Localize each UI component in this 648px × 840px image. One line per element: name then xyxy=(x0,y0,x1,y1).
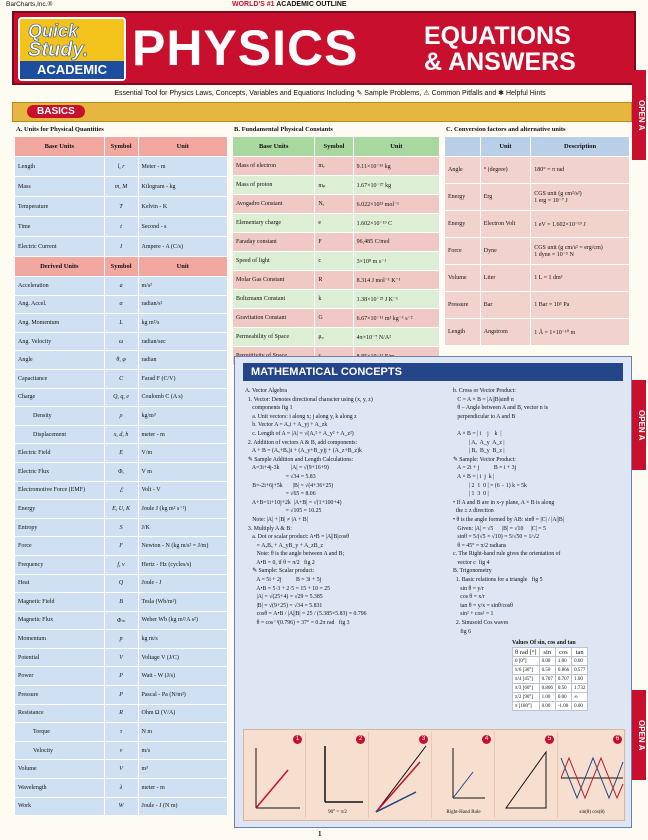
table-cell: E, U, K xyxy=(104,500,138,519)
table-cell: λ xyxy=(104,779,138,798)
world-tagline: WORLD'S #1 ACADEMIC OUTLINE xyxy=(232,1,347,8)
basics-label: BASICS xyxy=(27,105,85,118)
table-cell: Velocity xyxy=(15,741,105,760)
table-row xyxy=(15,277,228,296)
table-row xyxy=(513,693,588,702)
table-row xyxy=(513,702,588,711)
right-hand-rule-icon xyxy=(433,732,495,818)
table-cell: 9.11×10⁻³¹ kg xyxy=(353,157,439,176)
figure-1: 1 xyxy=(244,732,306,818)
sine-cosine-waves-icon xyxy=(559,732,625,818)
table-cell: Magnetic Flux xyxy=(15,611,105,630)
table-cell: Faraday constant xyxy=(233,233,315,252)
table-cell: Temperature xyxy=(15,197,105,217)
table-cell: Meter - m xyxy=(138,157,228,177)
table-cell: W xyxy=(104,797,138,816)
open-tab-3: OPEN A xyxy=(632,690,646,780)
table-cell: V m xyxy=(138,462,228,481)
table-cell: Resistance xyxy=(15,704,105,723)
table-cell: μ₀ xyxy=(315,328,353,347)
table-row xyxy=(15,425,228,444)
column-header: Derived Units xyxy=(15,257,105,277)
table-cell: Force xyxy=(445,238,481,265)
column-header: tan xyxy=(572,648,588,657)
table-row xyxy=(445,238,630,265)
table-cell: Ang. Momentum xyxy=(15,314,105,333)
table-cell: CGS unit (g cm/s² = erg/cm) 1 dyne = 10⁻⁵ N xyxy=(531,238,630,265)
table-row xyxy=(15,704,228,723)
table-cell: Volt - V xyxy=(138,481,228,500)
table-cell: 0.577 xyxy=(572,666,588,675)
table-row xyxy=(15,197,228,217)
table-cell: 6.022×10²³ mol⁻¹ xyxy=(353,195,439,214)
table-cell: Length xyxy=(15,157,105,177)
table-row xyxy=(233,328,440,347)
table-cell: 0.00 xyxy=(555,693,571,702)
table-row xyxy=(15,217,228,237)
table-cell: Watt - W (J/s) xyxy=(138,667,228,686)
table-cell: Energy xyxy=(445,184,481,211)
column-header: Symbol xyxy=(104,137,138,157)
table-cell: 96,485 C/mol xyxy=(353,233,439,252)
table-cell: Potential xyxy=(15,648,105,667)
table-cell: 6.67×10⁻¹¹ m³ kg⁻¹ s⁻² xyxy=(353,309,439,328)
table-cell: x, d, h xyxy=(104,425,138,444)
table-cell: Joule - J (N m) xyxy=(138,797,228,816)
table-cell: meter - m xyxy=(138,779,228,798)
table-cell: α xyxy=(104,295,138,314)
math-column-2: b. Cross or Vector Product: C = A × B = |A||B|sinθ n θ – Angle between A and B, vector n is perpendicular to A and B A × B = | i j k | | Aₓ A_y A_z | | Bₓ B_y B_z | ✎ Sample: Vector Product: A = 2i + j B = i + 3j A × B = | i j k | | 2 1 0 | = (6 − 1) k = 5k | 1 3 0 | • If A and B are in x-y plane, A × B is along the ± z direction • θ is the angle formed by AB: sinθ = |C| / |A||B| Given: |A| = √5 |B| = √10 |C| = 5 sinθ = 5/(√5 × √10) = 5/√50 = 1/√2 θ = 45° = π/2 radians c. The Right-hand rule gives the orientation of vector c fig 4 B. Trigonometry 1. Basic relations for a triangle fig 5 sin θ = y/r cos θ = x/r tan θ = y/x = sinθ/cosθ sin² + cos² = 1 2. Sinusoid Cos waves fig 6 xyxy=(453,388,564,635)
table-row xyxy=(15,537,228,556)
table-cell: Energy xyxy=(445,211,481,238)
table-cell: m/s² xyxy=(138,277,228,296)
table-cell: Energy xyxy=(15,500,105,519)
table-row xyxy=(15,611,228,630)
table-cell: Angle xyxy=(445,157,481,184)
column-header: Unit xyxy=(138,137,228,157)
table-row xyxy=(15,648,228,667)
table-cell: 1 L = 1 dm³ xyxy=(531,265,630,292)
table-row xyxy=(445,265,630,292)
table-cell: P xyxy=(104,686,138,705)
column-header: Description xyxy=(531,137,630,157)
table-row xyxy=(233,271,440,290)
table-cell: t xyxy=(104,217,138,237)
table-cell: 1.00 xyxy=(572,675,588,684)
table-row xyxy=(513,675,588,684)
figure-strip xyxy=(243,729,625,821)
table-row xyxy=(15,518,228,537)
table-cell: J/K xyxy=(138,518,228,537)
table-cell: V/m xyxy=(138,444,228,463)
table-cell: 1.732 xyxy=(572,684,588,693)
conversion-table xyxy=(444,136,630,346)
page-subtitle: EQUATIONS & ANSWERS xyxy=(424,22,576,76)
table-cell: Time xyxy=(15,217,105,237)
table-cell: f, ν xyxy=(104,555,138,574)
table-cell: Mass xyxy=(15,177,105,197)
table-cell: Pressure xyxy=(15,686,105,705)
vector-axes-icon xyxy=(244,732,306,818)
table-cell: π/6 [30°] xyxy=(513,666,540,675)
table-row xyxy=(445,184,630,211)
constants-title: B. Fundamental Physical Constants xyxy=(234,126,333,133)
figure-4: 4 Right-Hand Rule xyxy=(433,732,495,818)
values-title: Values Of sin, cos and tan xyxy=(512,640,576,646)
table-cell: Speed of light xyxy=(233,252,315,271)
table-cell: Heat xyxy=(15,574,105,593)
table-row xyxy=(15,407,228,426)
title-banner xyxy=(12,11,636,85)
table-cell: radian xyxy=(138,351,228,370)
figure-2: 2 90° = π/2 xyxy=(307,732,369,818)
table-cell: 4π×10⁻⁷ N/A² xyxy=(353,328,439,347)
table-row xyxy=(233,214,440,233)
table-cell: 1.00 xyxy=(539,693,555,702)
table-cell: Electromotive Force (EMF) xyxy=(15,481,105,500)
table-cell: π/2 [90°] xyxy=(513,693,540,702)
constants-table xyxy=(232,136,440,366)
table-cell: L xyxy=(104,314,138,333)
table-cell: C xyxy=(104,369,138,388)
table-cell: N m xyxy=(138,723,228,742)
table-cell: Angle xyxy=(15,351,105,370)
column-header: Unit xyxy=(480,137,530,157)
column-header: cos xyxy=(555,648,571,657)
table-cell: 0.866 xyxy=(539,684,555,693)
top-line xyxy=(0,0,648,10)
table-row xyxy=(15,574,228,593)
table-row xyxy=(513,657,588,666)
table-cell: kg m²/s xyxy=(138,314,228,333)
table-cell: 1 Bar = 10⁵ Pa xyxy=(531,292,630,319)
table-row xyxy=(15,481,228,500)
table-cell: 0.50 xyxy=(555,684,571,693)
table-cell: radian/sec xyxy=(138,332,228,351)
table-cell: G xyxy=(315,309,353,328)
table-cell: 1 eV = 1.602×10⁻¹⁹ J xyxy=(531,211,630,238)
table-cell: 1.00 xyxy=(555,657,571,666)
table-cell: τ xyxy=(104,723,138,742)
table-cell: Coulomb C (A s) xyxy=(138,388,228,407)
table-row xyxy=(15,741,228,760)
table-row xyxy=(233,157,440,176)
table-cell: Entropy xyxy=(15,518,105,537)
table-cell: CGS unit (g cm²/s²) 1 erg = 10⁻⁷ J xyxy=(531,184,630,211)
table-cell: kg m/s xyxy=(138,630,228,649)
table-row xyxy=(15,237,228,257)
table-cell: ρ xyxy=(104,407,138,426)
table-cell: -1.00 xyxy=(555,702,571,711)
column-header xyxy=(445,137,481,157)
table-cell: R xyxy=(315,271,353,290)
table-cell: 0.50 xyxy=(539,666,555,675)
table-cell: Electric Field xyxy=(15,444,105,463)
table-cell: E xyxy=(104,444,138,463)
column-header: Unit xyxy=(353,137,439,157)
table-cell: 8.314 J mol⁻¹ K⁻¹ xyxy=(353,271,439,290)
table-cell: Momentum xyxy=(15,630,105,649)
table-cell: S xyxy=(104,518,138,537)
table-cell: Pressure xyxy=(445,292,481,319)
table-cell: Electric Current xyxy=(15,237,105,257)
table-cell: Elementary charge xyxy=(233,214,315,233)
column-header: sin xyxy=(539,648,555,657)
table-cell: B xyxy=(104,593,138,612)
table-cell: θ, φ xyxy=(104,351,138,370)
table-cell: Joule - J xyxy=(138,574,228,593)
table-cell: 0 [0°] xyxy=(513,657,540,666)
column-header: Unit xyxy=(138,257,228,277)
table-cell: 0.00 xyxy=(572,657,588,666)
table-row xyxy=(15,369,228,388)
table-cell: Angstrom xyxy=(480,319,530,346)
table-cell: 1.67×10⁻²⁷ kg xyxy=(353,176,439,195)
table-cell: Displacement xyxy=(15,425,105,444)
table-cell: Q, q, e xyxy=(104,388,138,407)
table-cell: 0.707 xyxy=(539,675,555,684)
table-cell: V xyxy=(104,648,138,667)
table-cell: l, r xyxy=(104,157,138,177)
table-cell: 0.707 xyxy=(555,675,571,684)
table-cell: Ohm Ω (V/A) xyxy=(138,704,228,723)
table-cell: ω xyxy=(104,332,138,351)
angle-vectors-icon xyxy=(370,732,432,818)
units-title: A. Units for Physical Quantities xyxy=(16,126,104,133)
math-column-1: A. Vector Algebra 1. Vector: Denotes directional character using (x, y, z) components fig 1 a. Unit vectors: i along x; j along y, k along z b. Vector A = Aₓi + A_yj + A_zk c. Length of A = |A| = √(Aₓ² + A_y² + A_z²) 2. Addition of vectors A & B, add components: A + B = (Aₓ+Bₓ)i + (A_y+B_y)j + (A_z+B_z)k ✎ Sample Addition and Length Calculations: A=3i+4j-3k |A| = √(9+16+9) = √34 = 5.83 B=-2i+6j+5k |B| = √(4+36+25) = √65 = 8.06 A+B=1i+10j+2k |A+B| = √(1+100+4) = √105 = 10.25 Note: |A| + |B| ≠ |A + B| 3. Multiply A & B: a. Dot or scalar product: A•B = |A||B|cosθ = AₓBₓ + A_yB_y + A_zB_z Note: θ is the angle between A and B; A•B = 0, if θ = π/2 fig 2 ✎ Sample: Scalar product: A = 5i + 2j B = 3i + 5j A•B = 5·3 + 2·5 = 15 + 10 = 25 |A| = √(25+4) = √29 = 5.385 |B| = √(9+25) = √34 = 5.831 cosθ = A•B / |A||B| = 25 / (5.385×5.83) = 0.796 θ = cos⁻¹(0.796) = 37° = 0.2π rad fig 3 xyxy=(245,388,373,627)
table-row xyxy=(15,351,228,370)
table-cell: v xyxy=(104,741,138,760)
column-header: Symbol xyxy=(104,257,138,277)
table-cell: V xyxy=(104,760,138,779)
table-cell: F xyxy=(315,233,353,252)
table-cell: Volume xyxy=(445,265,481,292)
table-row xyxy=(15,332,228,351)
table-row xyxy=(15,760,228,779)
table-row xyxy=(15,686,228,705)
table-row xyxy=(445,292,630,319)
table-cell: 0.866 xyxy=(555,666,571,675)
table-cell: F xyxy=(104,537,138,556)
table-row xyxy=(15,462,228,481)
math-title: MATHEMATICAL CONCEPTS xyxy=(243,363,623,381)
table-cell: meter - m xyxy=(138,425,228,444)
table-cell: Work xyxy=(15,797,105,816)
table-cell: mₑ xyxy=(315,157,353,176)
table-row xyxy=(15,667,228,686)
table-row xyxy=(233,233,440,252)
figure-6: 6 sin(θ) cos(θ) xyxy=(559,732,625,818)
table-cell: Gravitation Constant xyxy=(233,309,315,328)
table-cell: π [180°] xyxy=(513,702,540,711)
table-cell: Molar Gas Constant xyxy=(233,271,315,290)
publisher: BarCharts,Inc.® xyxy=(6,1,53,8)
table-cell: Dyne xyxy=(480,238,530,265)
table-cell: Force xyxy=(15,537,105,556)
page-title: PHYSICS xyxy=(132,20,359,76)
basics-header xyxy=(12,102,632,122)
table-cell: Hertz - Hz (cycles/s) xyxy=(138,555,228,574)
table-cell: 0.00 xyxy=(572,702,588,711)
table-row xyxy=(15,555,228,574)
conversion-title: C. Conversion factors and alternative units xyxy=(446,126,566,133)
table-cell: Ang. Velocity xyxy=(15,332,105,351)
table-cell: 1.602×10⁻¹⁹ C xyxy=(353,214,439,233)
table-cell: radian/s² xyxy=(138,295,228,314)
table-row xyxy=(15,157,228,177)
table-cell: Boltzmann Constant xyxy=(233,290,315,309)
trig-values-table xyxy=(512,647,588,711)
table-cell: I xyxy=(104,237,138,257)
perpendicular-vectors-icon xyxy=(307,732,369,818)
table-cell: R xyxy=(104,704,138,723)
table-cell: Φₑ xyxy=(104,462,138,481)
math-concepts-panel xyxy=(234,356,632,828)
table-cell: Charge xyxy=(15,388,105,407)
right-triangle-icon xyxy=(496,732,558,818)
table-cell: π/3 [60°] xyxy=(513,684,540,693)
table-cell: Bar xyxy=(480,292,530,319)
table-row xyxy=(15,779,228,798)
table-row xyxy=(15,314,228,333)
table-cell: 0.00 xyxy=(539,702,555,711)
table-cell: Density xyxy=(15,407,105,426)
column-header: Base Units xyxy=(15,137,105,157)
figure-3: 3 xyxy=(370,732,432,818)
table-cell: Capacitance xyxy=(15,369,105,388)
table-row xyxy=(233,252,440,271)
table-row xyxy=(445,157,630,184)
table-cell: Φₘ xyxy=(104,611,138,630)
table-row xyxy=(513,666,588,675)
table-row xyxy=(233,195,440,214)
table-cell: p xyxy=(104,630,138,649)
table-row xyxy=(15,723,228,742)
table-cell: Kelvin - K xyxy=(138,197,228,217)
table-cell: 0.00 xyxy=(539,657,555,666)
open-tab-2: OPEN A xyxy=(632,380,646,470)
table-cell: m/s xyxy=(138,741,228,760)
table-row xyxy=(15,500,228,519)
figure-5: 5 xyxy=(496,732,558,818)
table-cell: T xyxy=(104,197,138,217)
table-cell: 3×10⁸ m s⁻¹ xyxy=(353,252,439,271)
table-row xyxy=(445,211,630,238)
table-cell: Magnetic Field xyxy=(15,593,105,612)
units-table xyxy=(14,136,228,816)
table-cell: 1.38×10⁻²³ J K⁻¹ xyxy=(353,290,439,309)
table-cell: Frequency xyxy=(15,555,105,574)
table-cell: Ampere - A (C/s) xyxy=(138,237,228,257)
table-cell: Newton - N (kg m/s² = J/m) xyxy=(138,537,228,556)
table-cell: Kilogram - kg xyxy=(138,177,228,197)
table-cell: Electron Volt xyxy=(480,211,530,238)
table-row xyxy=(15,295,228,314)
table-cell: ° (degree) xyxy=(480,157,530,184)
table-cell: Q xyxy=(104,574,138,593)
quickstudy-logo: Quick Study. ACADEMIC xyxy=(18,17,126,81)
table-cell: ∞ xyxy=(572,693,588,702)
table-cell: Voltage V (J/C) xyxy=(138,648,228,667)
table-cell: Ang. Accel. xyxy=(15,295,105,314)
table-cell: Wavelength xyxy=(15,779,105,798)
table-cell: π/4 [45°] xyxy=(513,675,540,684)
table-cell: ℰ xyxy=(104,481,138,500)
table-cell: 1 Å = 1×10⁻¹⁰ m xyxy=(531,319,630,346)
table-cell: Pascal - Pa (N/m²) xyxy=(138,686,228,705)
table-cell: Liter xyxy=(480,265,530,292)
table-cell: 180° = π rad xyxy=(531,157,630,184)
table-row xyxy=(15,593,228,612)
table-cell: Torque xyxy=(15,723,105,742)
table-row xyxy=(513,684,588,693)
table-cell: Acceleration xyxy=(15,277,105,296)
table-cell: Length xyxy=(445,319,481,346)
table-row xyxy=(15,177,228,197)
table-row xyxy=(233,290,440,309)
table-cell: Joule J (kg m² s⁻²) xyxy=(138,500,228,519)
table-cell: Mass of electron xyxy=(233,157,315,176)
table-row xyxy=(233,309,440,328)
table-cell: P xyxy=(104,667,138,686)
table-cell: kg/m³ xyxy=(138,407,228,426)
table-cell: Tesla (Wb/m²) xyxy=(138,593,228,612)
table-cell: Electric Flux xyxy=(15,462,105,481)
table-cell: Farad F (C/V) xyxy=(138,369,228,388)
table-cell: Nₐ xyxy=(315,195,353,214)
table-cell: Avogadro Constant xyxy=(233,195,315,214)
table-row xyxy=(445,319,630,346)
column-header: θ rad [°] xyxy=(513,648,540,657)
table-row xyxy=(15,388,228,407)
table-cell: Power xyxy=(15,667,105,686)
table-row xyxy=(15,444,228,463)
column-header: Symbol xyxy=(315,137,353,157)
table-cell: Mass of proton xyxy=(233,176,315,195)
tagline: Essential Tool for Physics Laws, Concepts, Variables and Equations Including ✎ Sample Problems, ⚠ Common Pitfalls and ✱ Helpful Hints xyxy=(114,90,546,97)
table-cell: Weber Wb (kg m²/A s²) xyxy=(138,611,228,630)
table-cell: mₚ xyxy=(315,176,353,195)
table-cell: m³ xyxy=(138,760,228,779)
table-row xyxy=(15,630,228,649)
table-cell: e xyxy=(315,214,353,233)
column-header: Base Units xyxy=(233,137,315,157)
table-cell: c xyxy=(315,252,353,271)
table-cell: Volume xyxy=(15,760,105,779)
table-cell: Erg xyxy=(480,184,530,211)
table-cell: a xyxy=(104,277,138,296)
table-row xyxy=(15,797,228,816)
table-cell: m, M xyxy=(104,177,138,197)
table-cell: k xyxy=(315,290,353,309)
page-number: 1 xyxy=(318,830,322,838)
open-tab: OPEN A xyxy=(632,70,646,160)
table-cell: Permeability of Space xyxy=(233,328,315,347)
table-cell: Second - s xyxy=(138,217,228,237)
table-row xyxy=(233,176,440,195)
